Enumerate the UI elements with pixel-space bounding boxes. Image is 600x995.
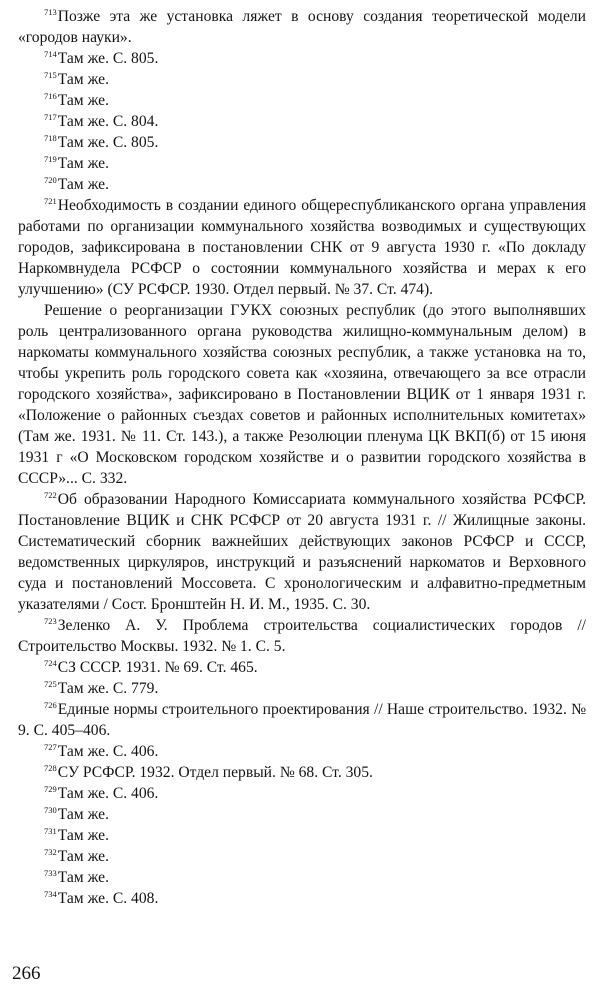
footnote-714 (18, 48, 586, 69)
footnote-number: 717 (44, 112, 57, 122)
footnote-number: 722 (44, 490, 57, 500)
footnote-number: 727 (44, 742, 57, 752)
footnote-text: Единые нормы строительного проектирования // Наше строительство. 1932. № 9. С. 405–406. (18, 701, 586, 739)
footnote-number: 716 (44, 91, 57, 101)
footnote-text: Там же. С. 408. (57, 890, 159, 907)
footnote-text: Позже эта же установка ляжет в основу создания теоретической модели «городов науки». (18, 8, 586, 46)
footnote-text: СУ РСФСР. 1932. Отдел первый. № 68. Ст. 305. (57, 764, 373, 781)
footnote-text: Там же. С. 804. (57, 113, 159, 130)
footnote-text: Там же. С. 406. (57, 785, 159, 802)
footnote-number: 714 (44, 49, 57, 59)
footnote-text: Зеленко А. У. Проблема строительства социалистических городов // Строительство Москвы. 1932. № 1. С. 5. (18, 617, 586, 655)
footnote-723 (18, 615, 586, 657)
footnote-732 (18, 846, 586, 867)
footnote-text: Там же. (57, 806, 109, 823)
footnote-727 (18, 741, 586, 762)
footnote-number: 725 (44, 679, 57, 689)
footnote-719 (18, 153, 586, 174)
footnote-text: СЗ СССР. 1931. № 69. Ст. 465. (57, 659, 258, 676)
footnote-number: 720 (44, 175, 57, 185)
footnote-number: 719 (44, 154, 57, 164)
footnote-text: Об образовании Народного Комиссариата коммунального хозяйства РСФСР. Постановление ВЦИК и СНК РСФСР от 20 августа 1931 г. // Жилищные законы. Систематический сборник важнейших действующих законов РСФСР и СССР, ведомственных циркуляров, инструкций и разъяснений наркоматов и Верховного суда и постановлений Моссовета. С хронологическим и алфавитно-предметным указателями / Сост. Бронштейн Н. И. М., 1935. С. 30. (18, 491, 586, 613)
footnote-number: 713 (44, 7, 57, 17)
footnote-number: 730 (44, 805, 57, 815)
footnote-718 (18, 132, 586, 153)
footnote-number: 731 (44, 826, 57, 836)
footnote-726 (18, 699, 586, 741)
page-number: 266 (12, 963, 41, 984)
footnote-number: 732 (44, 847, 57, 857)
footnote-text: Там же. (57, 848, 109, 865)
footnote-text: Там же. С. 805. (57, 134, 159, 151)
footnote-728 (18, 762, 586, 783)
footnote-number: 715 (44, 70, 57, 80)
footnote-720 (18, 174, 586, 195)
footnote-number: 721 (44, 196, 57, 206)
footnote-text: Необходимость в создании единого общереспубликанского органа управления работами по организации коммунального хозяйства возводимых и существующих городов, зафиксирована в постановлении СНК от 9 августа 1930 г. «По докладу Наркомвнудела РСФСР о состоянии коммунального хозяйства и мерах к его улучшению» (СУ РСФСР. 1930. Отдел первый. № 37. Ст. 474). (18, 197, 586, 298)
footnote-713 (18, 6, 586, 48)
footnote-text: Там же. (57, 92, 109, 109)
footnote-text: Там же. С. 779. (57, 680, 159, 697)
footnote-717 (18, 111, 586, 132)
footnote-733 (18, 867, 586, 888)
footnote-716 (18, 90, 586, 111)
footnote-730 (18, 804, 586, 825)
footnote-725 (18, 678, 586, 699)
footnote-text: Там же. (57, 71, 109, 88)
footnote-number: 734 (44, 889, 57, 899)
footnote-number: 728 (44, 763, 57, 773)
footnotes-block (18, 6, 586, 909)
footnote-text: Там же. (57, 155, 109, 172)
footnote-721 (18, 195, 586, 300)
footnote-729 (18, 783, 586, 804)
footnote-715 (18, 69, 586, 90)
footnote-number: 729 (44, 784, 57, 794)
footnote-number: 718 (44, 133, 57, 143)
footnote-text: Там же. (57, 827, 109, 844)
footnote-721-continuation (18, 300, 586, 489)
footnote-text: Там же. С. 805. (57, 50, 159, 67)
footnote-number: 733 (44, 868, 57, 878)
footnote-722 (18, 489, 586, 615)
footnote-text: Там же. (57, 869, 109, 886)
footnote-724 (18, 657, 586, 678)
footnote-text: Там же. (57, 176, 109, 193)
footnote-734 (18, 888, 586, 909)
footnote-text: Решение о реорганизации ГУКХ союзных республик (до этого выполнявших роль централизованного органа руководства жилищно-коммунальным делом) в наркоматы коммунального хозяйства союзных республик, а также установка на то, чтобы укрепить роль городского совета как «хозяина, отвечающего за все отрасли городского хозяйства», зафиксировано в Постановлении ВЦИК от 1 января 1931 г. «Положение о районных съездах советов и районных исполнительных комитетах» (Там же. 1931. № 11. Ст. 143.), а также Резолюции пленума ЦК ВКП(б) от 15 июня 1931 г «О Московском городском хозяйстве и о развитии городского хозяйства в СССР»... С. 332. (18, 302, 586, 487)
footnote-731 (18, 825, 586, 846)
footnote-number: 726 (44, 700, 57, 710)
footnote-text: Там же. С. 406. (57, 743, 159, 760)
footnote-number: 724 (44, 658, 57, 668)
footnote-number: 723 (44, 616, 57, 626)
